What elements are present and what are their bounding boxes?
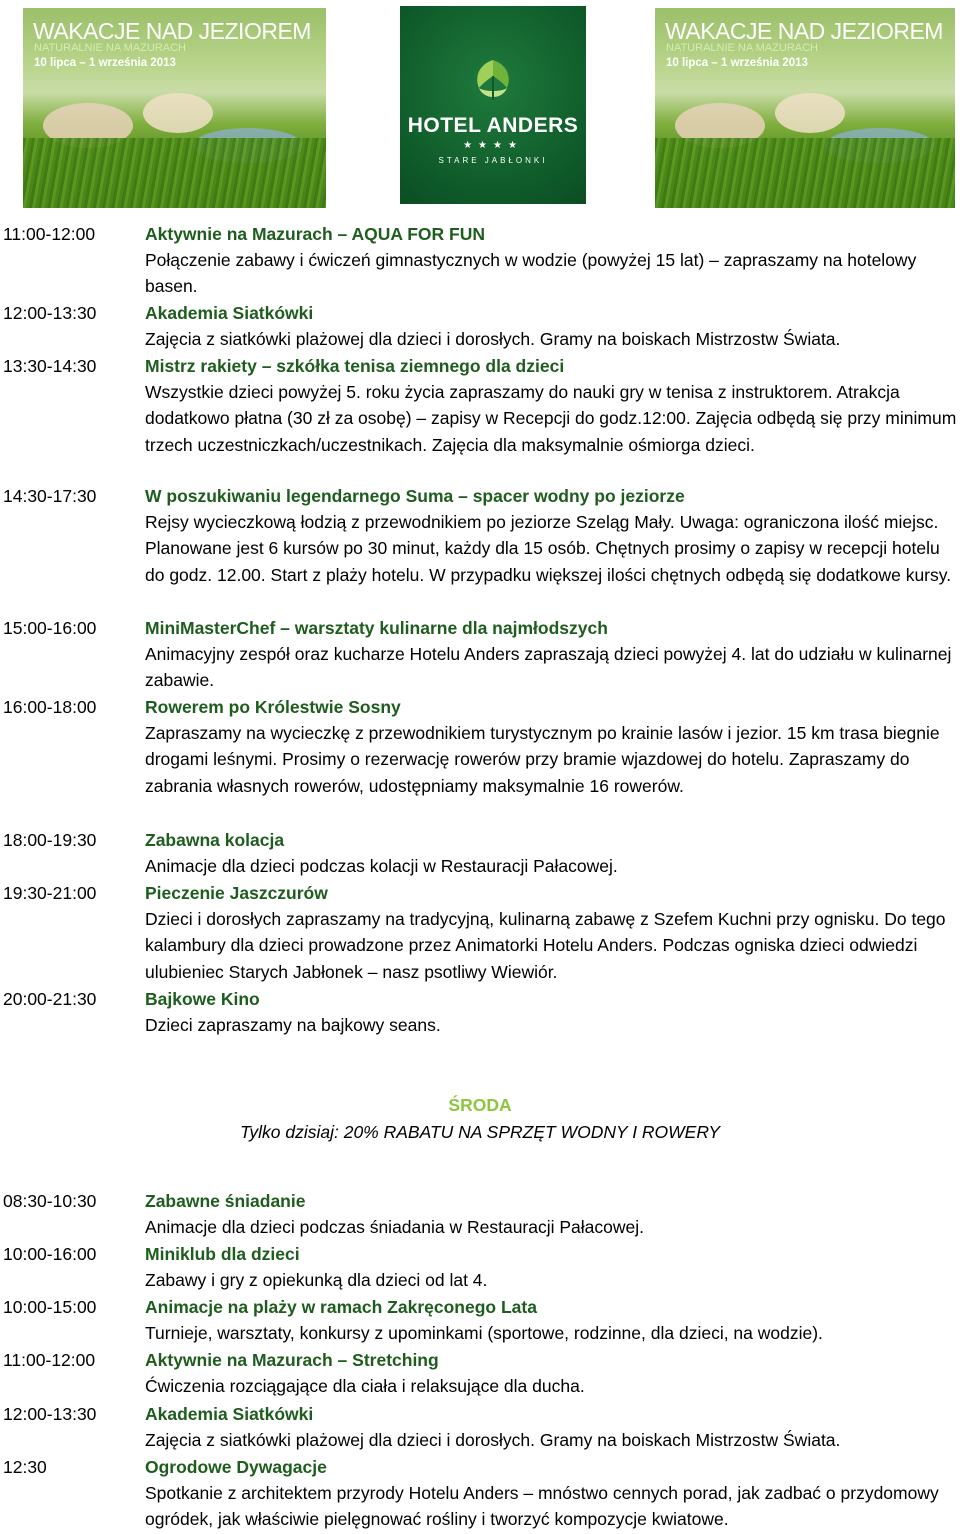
event-description: Zabawy i gry z opiekunką dla dzieci od lat 4. <box>145 1270 488 1290</box>
event-title: Akademia Siatkówki <box>145 303 314 323</box>
hotel-location: STARE JABŁONKI <box>438 156 548 165</box>
hotel-name: HOTEL ANDERS <box>407 114 579 137</box>
event-description: Połączenie zabawy i ćwiczeń gimnastycznych w wodzie (powyżej 15 lat) – zapraszamy na hotelowy basen. <box>145 250 917 297</box>
banner-dates: 10 lipca – 1 września 2013 <box>666 57 808 69</box>
event-time: 14:30-17:30 <box>3 486 97 506</box>
leaf-logo-icon <box>470 56 516 106</box>
event-title: Rowerem po Królestwie Sosny <box>145 697 401 717</box>
banner-subtitle: NATURALNIE NA MAZURACH <box>34 42 186 54</box>
banner-image-right <box>655 8 955 208</box>
event-description: Zapraszamy na wycieczkę z przewodnikiem turystycznym po krainie lasów i jezior. 15 km trasa biegnie drogami leśnymi. Prosimy o rezerwację rowerów przy bramie wjazdowej do hotelu. Zapraszamy do zabrania własnych rowerów, udostępniamy maksymalnie 16 rowerów. <box>145 723 940 796</box>
event-title: Aktywnie na Mazurach – AQUA FOR FUN <box>145 224 486 244</box>
event-title: Akademia Siatkówki <box>145 1404 314 1424</box>
banner-title: WAKACJE NAD JEZIOREM <box>33 18 311 44</box>
event-time: 20:00-21:30 <box>3 989 97 1009</box>
event-title: Mistrz rakiety – szkółka tenisa ziemnego dla dzieci <box>145 356 565 376</box>
event-time: 12:30 <box>3 1457 47 1477</box>
event-description: Animacje dla dzieci podczas kolacji w Restauracji Pałacowej. <box>145 856 618 876</box>
event-description: Animacje dla dzieci podczas śniadania w Restauracji Pałacowej. <box>145 1217 645 1237</box>
event-description: Turnieje, warsztaty, konkursy z upominkami (sportowe, rodzinne, dla dzieci, na wodzie). <box>145 1323 823 1343</box>
event-time: 13:30-14:30 <box>3 356 97 376</box>
event-time: 11:00-12:00 <box>3 224 96 244</box>
hotel-logo <box>400 6 586 204</box>
event-time: 10:00-15:00 <box>3 1297 97 1317</box>
event-time: 11:00-12:00 <box>3 1350 96 1370</box>
event-title: Bajkowe Kino <box>145 989 260 1009</box>
day-title: ŚRODA <box>448 1095 512 1115</box>
banner-image-left <box>23 8 326 208</box>
event-title: Miniklub dla dzieci <box>145 1244 300 1264</box>
event-description: Dzieci zapraszamy na bajkowy seans. <box>145 1015 441 1035</box>
event-time: 19:30-21:00 <box>3 883 97 903</box>
event-time: 18:00-19:30 <box>3 830 97 850</box>
day-subtitle: Tylko dzisiaj: 20% RABATU NA SPRZĘT WODNY I ROWERY <box>239 1122 721 1142</box>
event-description: Ćwiczenia rozciągające dla ciała i relaksujące dla ducha. <box>145 1376 585 1396</box>
event-description: Zajęcia z siatkówki plażowej dla dzieci i dorosłych. Gramy na boiskach Mistrzostw Świata. <box>145 1430 841 1450</box>
event-description: Rejsy wycieczkową łodzią z przewodnikiem po jeziorze Szeląg Mały. Uwaga: ograniczona ilość miejsc. Planowane jest 6 kursów po 30 minut, każdy dla 15 osób. Chętnych prosimy o zapisy w recepcji hotelu do godz. 12.00. Start z plaży hotelu. W przypadku większej ilości chętnych odbędą się dodatkowe kursy. <box>145 512 952 585</box>
event-time: 10:00-16:00 <box>3 1244 97 1264</box>
event-description: Animacyjny zespół oraz kucharze Hotelu Anders zapraszają dzieci powyżej 4. lat do udziału w kulinarnej zabawie. <box>145 644 952 691</box>
event-description: Wszystkie dzieci powyżej 5. roku życia zapraszamy do nauki gry w tenisa z instruktorem. Atrakcja dodatkowo płatna (30 zł za osobę) – zapisy w Recepcji do godz.12:00. Zajęcia odbędą się przy minimum trzech uczestniczkach/uczestnikach. Zajęcia dla maksymalnie ośmiorga dzieci. <box>145 382 957 455</box>
event-title: Zabawne śniadanie <box>145 1191 306 1211</box>
banner-subtitle: NATURALNIE NA MAZURACH <box>666 42 818 54</box>
event-title: Animacje na plaży w ramach Zakręconego Lata <box>145 1297 537 1317</box>
event-description: Zajęcia z siatkówki plażowej dla dzieci i dorosłych. Gramy na boiskach Mistrzostw Świata. <box>145 329 841 349</box>
banner-title: WAKACJE NAD JEZIOREM <box>665 18 943 44</box>
event-time: 08:30-10:30 <box>3 1191 97 1211</box>
event-title: W poszukiwaniu legendarnego Suma – spacer wodny po jeziorze <box>145 486 685 506</box>
hotel-stars: ★★★★ <box>463 140 523 151</box>
event-time: 12:00-13:30 <box>3 1404 97 1424</box>
event-description: Dzieci i dorosłych zapraszamy na tradycyjną, kulinarną zabawę z Szefem Kuchni przy ognisku. Do tego kalambury dla dzieci prowadzone przez Animatorki Hotelu Anders. Podczas ogniska dzieci odwiedzi ulubieniec Starych Jabłonek – nasz psotliwy Wiewiór. <box>145 909 946 982</box>
banner-dates: 10 lipca – 1 września 2013 <box>34 57 176 69</box>
event-description: Spotkanie z architektem przyrody Hotelu Anders – mnóstwo cennych porad, jak zadbać o przydomowy ogródek, jak właściwie pielęgnować rośliny i tworzyć kompozycje kwiatowe. <box>145 1483 939 1530</box>
event-time: 12:00-13:30 <box>3 303 97 323</box>
event-title: MiniMasterChef – warsztaty kulinarne dla najmłodszych <box>145 618 608 638</box>
header <box>0 0 960 215</box>
event-title: Ogrodowe Dywagacje <box>145 1457 327 1477</box>
event-time: 16:00-18:00 <box>3 697 97 717</box>
event-title: Zabawna kolacja <box>145 830 285 850</box>
event-time: 15:00-16:00 <box>3 618 97 638</box>
event-title: Pieczenie Jaszczurów <box>145 883 328 903</box>
event-title: Aktywnie na Mazurach – Stretching <box>145 1350 439 1370</box>
